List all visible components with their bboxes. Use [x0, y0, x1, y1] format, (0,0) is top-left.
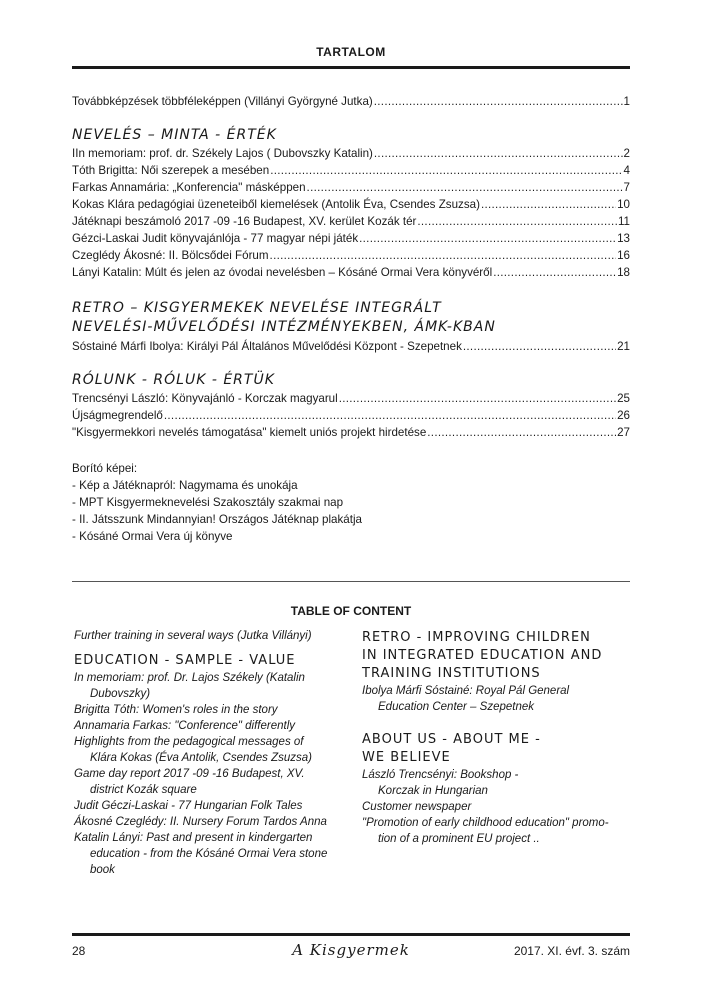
cover-item: - Kép a Játéknapról: Nagymama és unokája: [72, 479, 298, 492]
english-section-heading: RETRO - IMPROVING CHILDREN: [362, 630, 591, 645]
english-entry: Brigitta Tóth: Women's roles in the story: [74, 704, 278, 716]
footer-rule: [72, 933, 630, 936]
english-section-heading: EDUCATION - SAMPLE - VALUE: [74, 653, 296, 668]
toc-entry-page: 4: [623, 164, 630, 177]
toc-entry-page: 11: [617, 215, 630, 228]
toc-entry-page: 25: [617, 392, 630, 405]
english-entry: Ibolya Márfi Sóstainé: Royal Pál General Education Center – Szepetnek: [362, 685, 570, 713]
cover-item: - MPT Kisgyermeknevelési Szakosztály szakmai nap: [72, 496, 344, 509]
section-heading: RETRO – KISGYERMEKEK NEVELÉSE INTEGRÁLT: [72, 300, 442, 316]
english-entry: Further training in several ways (Jutka Villányi): [74, 630, 312, 642]
toc-entry: [72, 248, 630, 264]
toc-entry: [72, 408, 630, 424]
issue-info: 2017. XI. évf. 3. szám: [513, 944, 630, 958]
header-rule: [72, 66, 630, 69]
english-right-column: [362, 629, 632, 847]
english-entry: Highlights from the pedagogical messages of Klára Kokas (Éva Antolik, Csendes Zsuzsa): [74, 736, 312, 764]
page-header-title: TARTALOM: [316, 45, 386, 59]
toc-entry-page: 26: [617, 409, 630, 422]
cover-item: - II. Játsszunk Mindannyian! Országos Játéknap plakátja: [72, 513, 362, 526]
toc-entry-page: 1: [623, 95, 630, 108]
toc-entry: [72, 214, 630, 230]
toc-entry-title: Czeglédy Ákosné: II. Bölcsődei Fórum: [72, 249, 269, 262]
toc-entry-title: Farkas Annamária: „Konferencia" másképpen: [72, 181, 306, 194]
cover-title: Borító képei:: [72, 462, 138, 475]
toc-entry-page: 16: [617, 249, 630, 262]
toc-entry: [72, 391, 630, 407]
english-entry: In memoriam: prof. Dr. Lajos Székely (Katalin Dubovszky): [74, 672, 305, 700]
toc-entry-title: Kokas Klára pedagógiai üzeneteiből kiemelések (Antolik Éva, Csendes Zsuzsa): [72, 198, 480, 211]
toc-entry-title: Gézci-Laskai Judit könyvajánlója - 77 magyar népi játék: [72, 232, 359, 245]
english-section-heading: WE BELIEVE: [362, 750, 451, 765]
toc-entry: [72, 163, 630, 179]
toc-entry-title: Tóth Brigitta: Női szerepek a mesében: [72, 164, 270, 177]
toc-entry-title: IIn memoriam: prof. dr. Székely Lajos ( Dubovszky Katalin): [72, 147, 373, 160]
english-entry: Ákosné Czeglédy: II. Nursery Forum Tardos Anna: [74, 816, 327, 828]
toc-entry-title: "Kisgyermekkori nevelés támogatása" kiemelt uniós projekt hirdetése: [72, 426, 427, 439]
toc-entry: [72, 265, 630, 281]
section-heading: NEVELÉSI-MŰVELŐDÉSI INTÉZMÉNYEKBEN, ÁMK-KBAN: [72, 319, 496, 335]
section-heading: RÓLUNK - RÓLUK - ÉRTÜK: [72, 372, 275, 388]
toc-entry: [72, 94, 630, 110]
english-section-heading: TRAINING INSTITUTIONS: [362, 666, 541, 681]
toc-entry: [72, 197, 630, 213]
toc-entry-page: 7: [623, 181, 630, 194]
toc-entry-page: 2: [623, 147, 630, 160]
page-number: 28: [72, 944, 86, 958]
english-entry: Game day report 2017 -09 -16 Budapest, XV. district Kozák square: [74, 768, 305, 796]
english-entry: László Trencsényi: Bookshop - Korczak in Hungarian: [362, 769, 519, 797]
toc-entry-title: Játéknapi beszámoló 2017 -09 -16 Budapest, XV. kerület Kozák tér: [72, 215, 417, 228]
toc-entry-title: Továbbképzések többféleképpen (Villányi Györgyné Jutka): [72, 95, 373, 108]
cover-item: - Kósáné Ormai Vera új könyve: [72, 530, 233, 543]
toc-entry: [72, 231, 630, 247]
english-entry: Customer newspaper: [362, 801, 472, 813]
magazine-name: A Kisgyermek: [292, 941, 410, 959]
section-divider: [72, 581, 630, 582]
toc-entry: [72, 180, 630, 196]
english-section-heading: ABOUT US - ABOUT ME -: [362, 732, 541, 747]
toc-entry: [72, 339, 630, 355]
toc-entry-page: 18: [617, 266, 630, 279]
english-entry: Annamaria Farkas: "Conference" differently: [74, 720, 296, 732]
english-toc-title: TABLE OF CONTENT: [290, 604, 412, 618]
toc-entry-page: 27: [617, 426, 630, 439]
toc-entry-title: Újságmegrendelő: [72, 409, 163, 422]
toc-entry-title: Lányi Katalin: Múlt és jelen az óvodai nevelésben – Kósáné Ormai Vera könyvéről: [72, 266, 493, 279]
toc-entry-title: Sóstainé Márfi Ibolya: Királyi Pál Általános Művelődési Központ - Szepetnek: [72, 340, 462, 353]
english-entry: "Promotion of early childhood education" promo- tion of a prominent EU project ..: [362, 817, 609, 845]
english-entry: Katalin Lányi: Past and present in kindergarten education - from the Kósáné Ormai Vera stone book: [74, 832, 328, 876]
toc-entry-page: 13: [617, 232, 630, 245]
toc-entry-title: Trencsényi László: Könyvajánló - Korczak magyarul: [72, 392, 338, 405]
toc-entry: [72, 425, 630, 441]
toc-entry: [72, 146, 630, 162]
english-left-column: [74, 628, 344, 878]
english-section-heading: IN INTEGRATED EDUCATION AND: [362, 648, 603, 663]
toc-entry-page: 21: [617, 340, 630, 353]
section-heading: NEVELÉS – MINTA - ÉRTÉK: [72, 127, 277, 143]
english-entry: Judit Géczi-Laskai - 77 Hungarian Folk Tales: [74, 800, 303, 812]
toc-entry-page: 10: [617, 198, 630, 211]
